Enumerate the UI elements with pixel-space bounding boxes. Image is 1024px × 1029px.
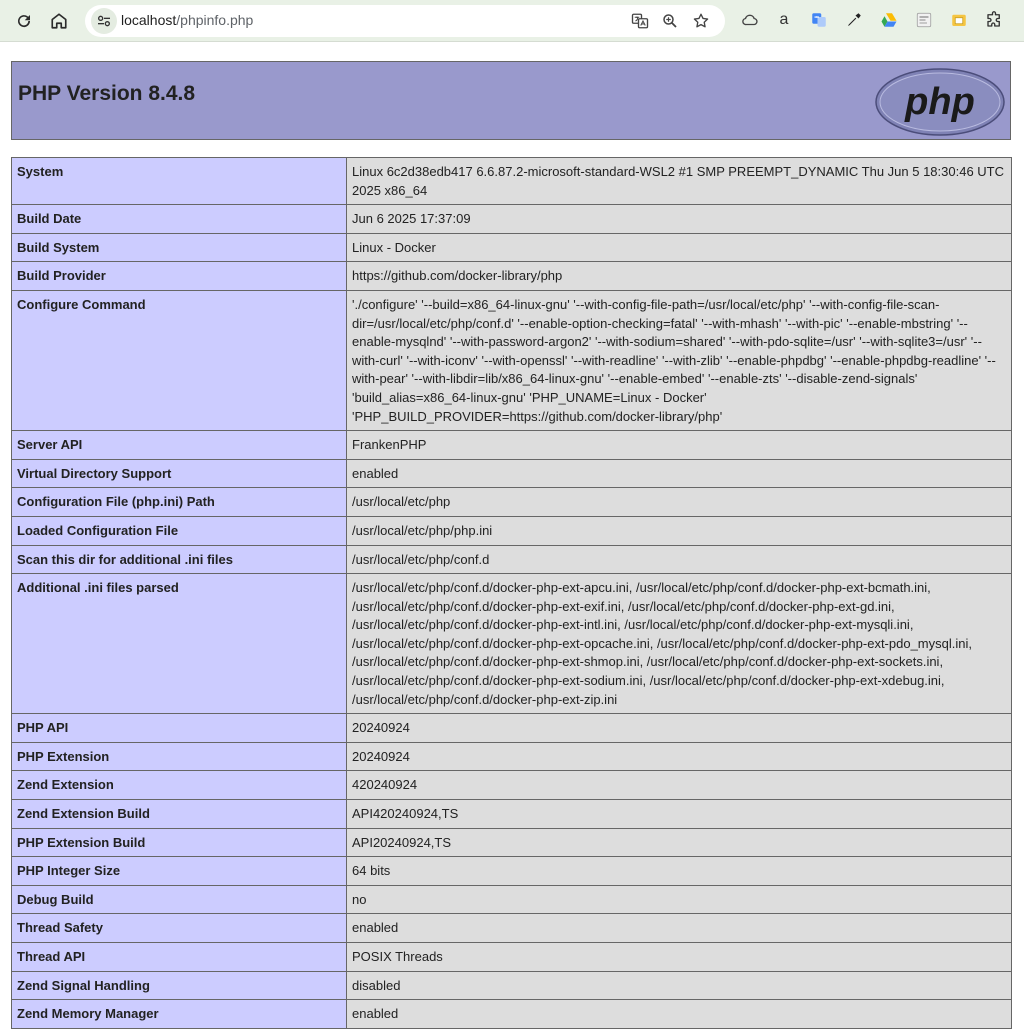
info-key: PHP Integer Size xyxy=(12,857,347,886)
info-value: FrankenPHP xyxy=(347,431,1012,460)
table-row xyxy=(12,914,1012,943)
table-row xyxy=(12,1000,1012,1029)
table-row xyxy=(12,771,1012,800)
extension-a-icon[interactable] xyxy=(773,9,795,31)
table-row xyxy=(12,800,1012,829)
extension-a-label: a xyxy=(779,11,789,28)
table-row xyxy=(12,516,1012,545)
page-title: PHP Version 8.4.8 xyxy=(18,82,196,105)
php-version-header xyxy=(11,61,1011,140)
info-key: System xyxy=(12,158,347,205)
info-value: https://github.com/docker-library/php xyxy=(347,262,1012,291)
info-key: Zend Extension xyxy=(12,771,347,800)
table-row xyxy=(12,971,1012,1000)
cloud-icon[interactable] xyxy=(739,9,761,31)
info-key: Build Date xyxy=(12,205,347,234)
eyedropper-icon[interactable] xyxy=(843,9,865,31)
table-row xyxy=(12,943,1012,972)
info-key: Scan this dir for additional .ini files xyxy=(12,545,347,574)
info-key: Build System xyxy=(12,233,347,262)
info-key: Zend Extension Build xyxy=(12,800,347,829)
table-row xyxy=(12,290,1012,430)
php-logo-text: php xyxy=(905,81,975,123)
info-key: Additional .ini files parsed xyxy=(12,574,347,714)
info-key: Thread API xyxy=(12,943,347,972)
table-row xyxy=(12,205,1012,234)
info-key: Zend Signal Handling xyxy=(12,971,347,1000)
php-logo xyxy=(874,67,1006,137)
info-value: no xyxy=(347,885,1012,914)
info-value: /usr/local/etc/php/conf.d xyxy=(347,545,1012,574)
info-key: Configuration File (php.ini) Path xyxy=(12,488,347,517)
translate-extension-icon[interactable] xyxy=(808,9,830,31)
info-key: Server API xyxy=(12,431,347,460)
info-value: Linux - Docker xyxy=(347,233,1012,262)
info-value: /usr/local/etc/php xyxy=(347,488,1012,517)
info-value: 20240924 xyxy=(347,742,1012,771)
info-value: disabled xyxy=(347,971,1012,1000)
url-host: localhost xyxy=(121,12,177,28)
info-key: Configure Command xyxy=(12,290,347,430)
info-value: 420240924 xyxy=(347,771,1012,800)
info-value: /usr/local/etc/php/conf.d/docker-php-ext-apcu.ini, /usr/local/etc/php/conf.d/docker-php-ext-bcmath.ini, /usr/local/etc/php/conf.d/docker-php-ext-exif.ini, /usr/local/etc/php/conf.d/docker-php-ext-gd.ini, /usr/local/etc/php/conf.d/docker-php-ext-intl.ini, /usr/local/etc/php/conf.d/docker-php-ext-mysqli.ini, /usr/local/etc/php/conf.d/docker-php-ext-opcache.ini, /usr/local/etc/php/conf.d/docker-php-ext-pdo_mysql.ini, /usr/local/etc/php/conf.d/docker-php-ext-shmop.ini, /usr/local/etc/php/conf.d/docker-php-ext-sockets.ini, /usr/local/etc/php/conf.d/docker-php-ext-sodium.ini, /usr/local/etc/php/conf.d/docker-php-ext-xdebug.ini, /usr/local/etc/php/conf.d/docker-php-ext-zip.ini xyxy=(347,574,1012,714)
info-key: Debug Build xyxy=(12,885,347,914)
table-row xyxy=(12,545,1012,574)
folder-extension-icon[interactable] xyxy=(948,9,970,31)
table-row xyxy=(12,459,1012,488)
info-value: POSIX Threads xyxy=(347,943,1012,972)
table-row xyxy=(12,158,1012,205)
browser-toolbar xyxy=(0,0,1024,42)
info-value: './configure' '--build=x86_64-linux-gnu' '--with-config-file-path=/usr/local/etc/php' '--with-config-file-scan-dir=/usr/local/etc/php/conf.d' '--enable-option-checking=fatal' '--with-mhash' '--with-pic' '--enable-mbstring' '--enable-mysqlnd' '--with-password-argon2' '--with-sodium=shared' '--with-pdo-sqlite=/usr' '--with-sqlite3=/usr' '--with-curl' '--with-iconv' '--with-openssl' '--with-readline' '--with-zlib' '--enable-phpdbg' '--enable-phpdbg-readline' '--with-pear' '--with-libdir=lib/x86_64-linux-gnu' '--enable-embed' '--enable-zts' '--disable-zend-signals' 'build_alias=x86_64-linux-gnu' 'PHP_UNAME=Linux - Docker' 'PHP_BUILD_PROVIDER=https://github.com/docker-library/php' xyxy=(347,290,1012,430)
info-key: PHP Extension Build xyxy=(12,828,347,857)
extensions-puzzle-icon[interactable] xyxy=(983,9,1005,31)
info-key: Virtual Directory Support xyxy=(12,459,347,488)
info-value: 20240924 xyxy=(347,714,1012,743)
table-row xyxy=(12,885,1012,914)
reload-icon[interactable] xyxy=(10,7,38,35)
info-key: Loaded Configuration File xyxy=(12,516,347,545)
info-value: enabled xyxy=(347,1000,1012,1029)
info-key: Build Provider xyxy=(12,262,347,291)
table-row xyxy=(12,262,1012,291)
table-row xyxy=(12,857,1012,886)
table-row xyxy=(12,574,1012,714)
table-row xyxy=(12,742,1012,771)
info-value: Jun 6 2025 17:37:09 xyxy=(347,205,1012,234)
info-value: /usr/local/etc/php/php.ini xyxy=(347,516,1012,545)
zoom-icon[interactable] xyxy=(658,9,682,33)
url-text xyxy=(121,12,253,28)
drive-icon[interactable] xyxy=(878,9,900,31)
info-value: 64 bits xyxy=(347,857,1012,886)
translate-icon[interactable] xyxy=(628,9,652,33)
home-icon[interactable] xyxy=(45,7,73,35)
table-row xyxy=(12,488,1012,517)
bookmark-star-icon[interactable] xyxy=(689,9,713,33)
table-row xyxy=(12,233,1012,262)
table-row xyxy=(12,431,1012,460)
info-key: PHP Extension xyxy=(12,742,347,771)
info-value: API420240924,TS xyxy=(347,800,1012,829)
address-bar[interactable] xyxy=(85,5,725,37)
sheet-extension-icon[interactable] xyxy=(913,9,935,31)
table-row xyxy=(12,828,1012,857)
info-value: API20240924,TS xyxy=(347,828,1012,857)
info-key: PHP API xyxy=(12,714,347,743)
php-info-table xyxy=(11,157,1012,1029)
info-key: Zend Memory Manager xyxy=(12,1000,347,1029)
info-key: Thread Safety xyxy=(12,914,347,943)
table-row xyxy=(12,714,1012,743)
info-value: Linux 6c2d38edb417 6.6.87.2-microsoft-standard-WSL2 #1 SMP PREEMPT_DYNAMIC Thu Jun 5 18:30:46 UTC 2025 x86_64 xyxy=(347,158,1012,205)
site-settings-icon[interactable] xyxy=(91,8,117,34)
url-path: /phpinfo.php xyxy=(176,12,254,28)
info-value: enabled xyxy=(347,459,1012,488)
info-value: enabled xyxy=(347,914,1012,943)
